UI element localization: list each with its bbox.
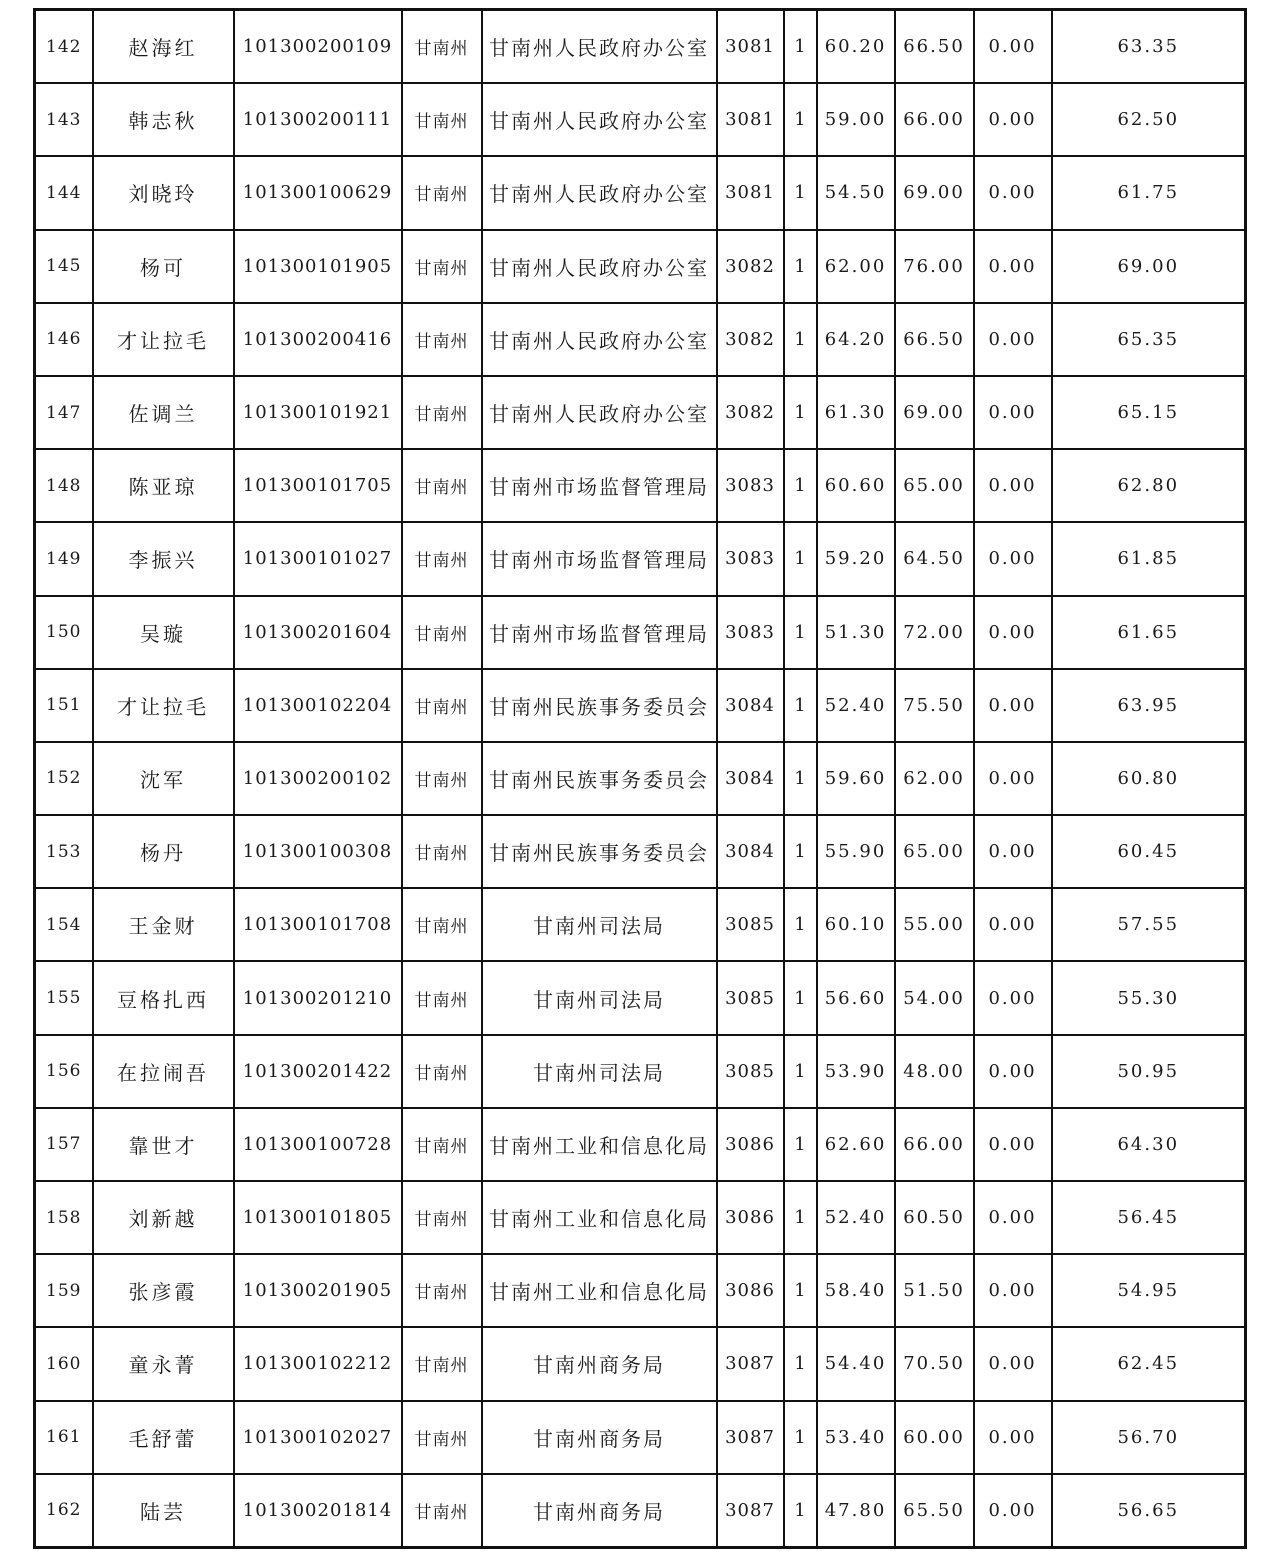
exam-number-cell: 101300200102 [234, 742, 402, 815]
table-row [35, 1474, 1246, 1548]
total-score-cell: 55.30 [1052, 961, 1246, 1034]
region-cell: 甘南州 [402, 1401, 482, 1474]
total-score-cell: 62.50 [1052, 83, 1246, 156]
table-row [35, 961, 1246, 1034]
interview-score-cell: 65.50 [895, 1474, 974, 1548]
bonus-score-cell: 0.00 [974, 815, 1052, 888]
interview-score-cell: 69.00 [895, 156, 974, 229]
employer-unit-cell: 甘南州市场监督管理局 [482, 596, 717, 669]
candidate-name-cell: 杨可 [93, 230, 234, 303]
table-row [35, 1035, 1246, 1108]
total-score-cell: 60.45 [1052, 815, 1246, 888]
table-row [35, 596, 1246, 669]
region-cell: 甘南州 [402, 230, 482, 303]
candidate-name-cell: 才让拉毛 [93, 669, 234, 742]
hiring-count-cell: 1 [784, 1108, 817, 1181]
position-code-cell: 3085 [717, 888, 784, 961]
exam-number-cell: 101300101705 [234, 449, 402, 522]
position-code-cell: 3085 [717, 1035, 784, 1108]
exam-number-cell: 101300201604 [234, 596, 402, 669]
interview-score-cell: 65.00 [895, 449, 974, 522]
total-score-cell: 61.85 [1052, 522, 1246, 595]
position-code-cell: 3081 [717, 83, 784, 156]
row-index-cell: 152 [35, 742, 93, 815]
row-index-cell: 157 [35, 1108, 93, 1181]
written-score-cell: 52.40 [817, 1181, 895, 1254]
row-index-cell: 143 [35, 83, 93, 156]
row-index-cell: 144 [35, 156, 93, 229]
row-index-cell: 156 [35, 1035, 93, 1108]
candidate-name-cell: 才让拉毛 [93, 303, 234, 376]
position-code-cell: 3084 [717, 742, 784, 815]
candidate-name-cell: 刘新越 [93, 1181, 234, 1254]
row-index-cell: 142 [35, 10, 93, 84]
hiring-count-cell: 1 [784, 815, 817, 888]
table-row [35, 815, 1246, 888]
hiring-count-cell: 1 [784, 449, 817, 522]
candidate-name-cell: 杨丹 [93, 815, 234, 888]
interview-score-cell: 76.00 [895, 230, 974, 303]
table-row [35, 230, 1246, 303]
written-score-cell: 52.40 [817, 669, 895, 742]
bonus-score-cell: 0.00 [974, 376, 1052, 449]
total-score-cell: 56.70 [1052, 1401, 1246, 1474]
interview-score-cell: 62.00 [895, 742, 974, 815]
bonus-score-cell: 0.00 [974, 1108, 1052, 1181]
hiring-count-cell: 1 [784, 669, 817, 742]
total-score-cell: 65.35 [1052, 303, 1246, 376]
region-cell: 甘南州 [402, 303, 482, 376]
interview-score-cell: 69.00 [895, 376, 974, 449]
employer-unit-cell: 甘南州人民政府办公室 [482, 303, 717, 376]
written-score-cell: 64.20 [817, 303, 895, 376]
interview-score-cell: 54.00 [895, 961, 974, 1034]
region-cell: 甘南州 [402, 83, 482, 156]
written-score-cell: 54.40 [817, 1327, 895, 1400]
bonus-score-cell: 0.00 [974, 961, 1052, 1034]
written-score-cell: 59.60 [817, 742, 895, 815]
position-code-cell: 3082 [717, 376, 784, 449]
position-code-cell: 3087 [717, 1327, 784, 1400]
candidate-name-cell: 毛舒蕾 [93, 1401, 234, 1474]
employer-unit-cell: 甘南州人民政府办公室 [482, 376, 717, 449]
table-row [35, 449, 1246, 522]
region-cell: 甘南州 [402, 376, 482, 449]
position-code-cell: 3087 [717, 1474, 784, 1548]
interview-score-cell: 60.00 [895, 1401, 974, 1474]
total-score-cell: 61.75 [1052, 156, 1246, 229]
hiring-count-cell: 1 [784, 1474, 817, 1548]
employer-unit-cell: 甘南州民族事务委员会 [482, 669, 717, 742]
row-index-cell: 147 [35, 376, 93, 449]
row-index-cell: 160 [35, 1327, 93, 1400]
interview-score-cell: 60.50 [895, 1181, 974, 1254]
total-score-cell: 63.95 [1052, 669, 1246, 742]
bonus-score-cell: 0.00 [974, 303, 1052, 376]
position-code-cell: 3085 [717, 961, 784, 1034]
position-code-cell: 3087 [717, 1401, 784, 1474]
employer-unit-cell: 甘南州人民政府办公室 [482, 10, 717, 84]
written-score-cell: 51.30 [817, 596, 895, 669]
region-cell: 甘南州 [402, 522, 482, 595]
employer-unit-cell: 甘南州工业和信息化局 [482, 1108, 717, 1181]
written-score-cell: 47.80 [817, 1474, 895, 1548]
candidate-name-cell: 靠世才 [93, 1108, 234, 1181]
total-score-cell: 60.80 [1052, 742, 1246, 815]
table-row [35, 156, 1246, 229]
region-cell: 甘南州 [402, 1035, 482, 1108]
employer-unit-cell: 甘南州人民政府办公室 [482, 83, 717, 156]
hiring-count-cell: 1 [784, 1327, 817, 1400]
position-code-cell: 3083 [717, 522, 784, 595]
position-code-cell: 3084 [717, 669, 784, 742]
total-score-cell: 65.15 [1052, 376, 1246, 449]
bonus-score-cell: 0.00 [974, 449, 1052, 522]
candidate-name-cell: 刘晓玲 [93, 156, 234, 229]
table-row [35, 742, 1246, 815]
position-code-cell: 3081 [717, 10, 784, 84]
total-score-cell: 64.30 [1052, 1108, 1246, 1181]
interview-score-cell: 70.50 [895, 1327, 974, 1400]
total-score-cell: 62.80 [1052, 449, 1246, 522]
employer-unit-cell: 甘南州商务局 [482, 1474, 717, 1548]
total-score-cell: 69.00 [1052, 230, 1246, 303]
hiring-count-cell: 1 [784, 376, 817, 449]
hiring-count-cell: 1 [784, 230, 817, 303]
employer-unit-cell: 甘南州工业和信息化局 [482, 1181, 717, 1254]
exam-number-cell: 101300201905 [234, 1254, 402, 1327]
bonus-score-cell: 0.00 [974, 1035, 1052, 1108]
written-score-cell: 62.60 [817, 1108, 895, 1181]
interview-score-cell: 66.00 [895, 1108, 974, 1181]
bonus-score-cell: 0.00 [974, 156, 1052, 229]
table-row [35, 83, 1246, 156]
candidate-name-cell: 豆格扎西 [93, 961, 234, 1034]
candidate-name-cell: 陆芸 [93, 1474, 234, 1548]
row-index-cell: 145 [35, 230, 93, 303]
bonus-score-cell: 0.00 [974, 888, 1052, 961]
exam-number-cell: 101300201422 [234, 1035, 402, 1108]
row-index-cell: 154 [35, 888, 93, 961]
bonus-score-cell: 0.00 [974, 1474, 1052, 1548]
position-code-cell: 3086 [717, 1108, 784, 1181]
row-index-cell: 159 [35, 1254, 93, 1327]
bonus-score-cell: 0.00 [974, 1254, 1052, 1327]
bonus-score-cell: 0.00 [974, 1181, 1052, 1254]
employer-unit-cell: 甘南州民族事务委员会 [482, 815, 717, 888]
table-row [35, 888, 1246, 961]
region-cell: 甘南州 [402, 1327, 482, 1400]
exam-number-cell: 101300201814 [234, 1474, 402, 1548]
hiring-count-cell: 1 [784, 1181, 817, 1254]
exam-number-cell: 101300101905 [234, 230, 402, 303]
total-score-cell: 62.45 [1052, 1327, 1246, 1400]
written-score-cell: 53.40 [817, 1401, 895, 1474]
region-cell: 甘南州 [402, 669, 482, 742]
position-code-cell: 3082 [717, 303, 784, 376]
interview-score-cell: 66.50 [895, 303, 974, 376]
region-cell: 甘南州 [402, 961, 482, 1034]
region-cell: 甘南州 [402, 1181, 482, 1254]
interview-score-cell: 55.00 [895, 888, 974, 961]
exam-number-cell: 101300102027 [234, 1401, 402, 1474]
table-row [35, 1327, 1246, 1400]
region-cell: 甘南州 [402, 449, 482, 522]
interview-score-cell: 72.00 [895, 596, 974, 669]
written-score-cell: 58.40 [817, 1254, 895, 1327]
written-score-cell: 62.00 [817, 230, 895, 303]
bonus-score-cell: 0.00 [974, 230, 1052, 303]
written-score-cell: 59.20 [817, 522, 895, 595]
candidate-name-cell: 陈亚琼 [93, 449, 234, 522]
written-score-cell: 54.50 [817, 156, 895, 229]
table-row [35, 303, 1246, 376]
candidate-name-cell: 佐调兰 [93, 376, 234, 449]
score-table [33, 8, 1247, 1549]
bonus-score-cell: 0.00 [974, 669, 1052, 742]
hiring-count-cell: 1 [784, 522, 817, 595]
row-index-cell: 150 [35, 596, 93, 669]
hiring-count-cell: 1 [784, 888, 817, 961]
candidate-name-cell: 韩志秋 [93, 83, 234, 156]
exam-number-cell: 101300101708 [234, 888, 402, 961]
employer-unit-cell: 甘南州商务局 [482, 1401, 717, 1474]
bonus-score-cell: 0.00 [974, 1401, 1052, 1474]
written-score-cell: 60.20 [817, 10, 895, 84]
row-index-cell: 151 [35, 669, 93, 742]
written-score-cell: 56.60 [817, 961, 895, 1034]
interview-score-cell: 64.50 [895, 522, 974, 595]
exam-number-cell: 101300100629 [234, 156, 402, 229]
interview-score-cell: 66.50 [895, 10, 974, 84]
bonus-score-cell: 0.00 [974, 522, 1052, 595]
exam-number-cell: 101300100308 [234, 815, 402, 888]
position-code-cell: 3083 [717, 449, 784, 522]
written-score-cell: 55.90 [817, 815, 895, 888]
region-cell: 甘南州 [402, 742, 482, 815]
bonus-score-cell: 0.00 [974, 10, 1052, 84]
exam-number-cell: 101300102204 [234, 669, 402, 742]
employer-unit-cell: 甘南州司法局 [482, 961, 717, 1034]
table-row [35, 669, 1246, 742]
total-score-cell: 61.65 [1052, 596, 1246, 669]
position-code-cell: 3081 [717, 156, 784, 229]
hiring-count-cell: 1 [784, 10, 817, 84]
table-row [35, 1401, 1246, 1474]
hiring-count-cell: 1 [784, 596, 817, 669]
interview-score-cell: 51.50 [895, 1254, 974, 1327]
region-cell: 甘南州 [402, 10, 482, 84]
row-index-cell: 148 [35, 449, 93, 522]
employer-unit-cell: 甘南州司法局 [482, 1035, 717, 1108]
table-row [35, 522, 1246, 595]
total-score-cell: 54.95 [1052, 1254, 1246, 1327]
position-code-cell: 3086 [717, 1181, 784, 1254]
region-cell: 甘南州 [402, 888, 482, 961]
position-code-cell: 3082 [717, 230, 784, 303]
hiring-count-cell: 1 [784, 961, 817, 1034]
total-score-cell: 56.45 [1052, 1181, 1246, 1254]
row-index-cell: 162 [35, 1474, 93, 1548]
candidate-name-cell: 吴璇 [93, 596, 234, 669]
employer-unit-cell: 甘南州人民政府办公室 [482, 230, 717, 303]
interview-score-cell: 75.50 [895, 669, 974, 742]
region-cell: 甘南州 [402, 1254, 482, 1327]
bonus-score-cell: 0.00 [974, 742, 1052, 815]
exam-number-cell: 101300200111 [234, 83, 402, 156]
written-score-cell: 61.30 [817, 376, 895, 449]
row-index-cell: 153 [35, 815, 93, 888]
hiring-count-cell: 1 [784, 1401, 817, 1474]
written-score-cell: 59.00 [817, 83, 895, 156]
total-score-cell: 63.35 [1052, 10, 1246, 84]
employer-unit-cell: 甘南州市场监督管理局 [482, 522, 717, 595]
table-row [35, 376, 1246, 449]
table-row [35, 10, 1246, 84]
bonus-score-cell: 0.00 [974, 596, 1052, 669]
position-code-cell: 3086 [717, 1254, 784, 1327]
interview-score-cell: 65.00 [895, 815, 974, 888]
employer-unit-cell: 甘南州商务局 [482, 1327, 717, 1400]
row-index-cell: 161 [35, 1401, 93, 1474]
total-score-cell: 50.95 [1052, 1035, 1246, 1108]
hiring-count-cell: 1 [784, 83, 817, 156]
candidate-name-cell: 沈军 [93, 742, 234, 815]
interview-score-cell: 48.00 [895, 1035, 974, 1108]
candidate-name-cell: 童永菁 [93, 1327, 234, 1400]
written-score-cell: 60.10 [817, 888, 895, 961]
hiring-count-cell: 1 [784, 303, 817, 376]
interview-score-cell: 66.00 [895, 83, 974, 156]
candidate-name-cell: 在拉闹吾 [93, 1035, 234, 1108]
written-score-cell: 60.60 [817, 449, 895, 522]
hiring-count-cell: 1 [784, 742, 817, 815]
row-index-cell: 155 [35, 961, 93, 1034]
employer-unit-cell: 甘南州司法局 [482, 888, 717, 961]
position-code-cell: 3084 [717, 815, 784, 888]
exam-number-cell: 101300100728 [234, 1108, 402, 1181]
exam-number-cell: 101300200109 [234, 10, 402, 84]
region-cell: 甘南州 [402, 156, 482, 229]
hiring-count-cell: 1 [784, 1035, 817, 1108]
table-row [35, 1108, 1246, 1181]
region-cell: 甘南州 [402, 1474, 482, 1548]
candidate-name-cell: 王金财 [93, 888, 234, 961]
employer-unit-cell: 甘南州工业和信息化局 [482, 1254, 717, 1327]
candidate-name-cell: 赵海红 [93, 10, 234, 84]
position-code-cell: 3083 [717, 596, 784, 669]
exam-number-cell: 101300101921 [234, 376, 402, 449]
employer-unit-cell: 甘南州市场监督管理局 [482, 449, 717, 522]
hiring-count-cell: 1 [784, 156, 817, 229]
exam-number-cell: 101300101027 [234, 522, 402, 595]
employer-unit-cell: 甘南州民族事务委员会 [482, 742, 717, 815]
candidate-name-cell: 李振兴 [93, 522, 234, 595]
exam-number-cell: 101300101805 [234, 1181, 402, 1254]
exam-number-cell: 101300201210 [234, 961, 402, 1034]
hiring-count-cell: 1 [784, 1254, 817, 1327]
total-score-cell: 56.65 [1052, 1474, 1246, 1548]
region-cell: 甘南州 [402, 815, 482, 888]
exam-number-cell: 101300102212 [234, 1327, 402, 1400]
score-table-body [35, 10, 1246, 1548]
region-cell: 甘南州 [402, 596, 482, 669]
employer-unit-cell: 甘南州人民政府办公室 [482, 156, 717, 229]
written-score-cell: 53.90 [817, 1035, 895, 1108]
total-score-cell: 57.55 [1052, 888, 1246, 961]
row-index-cell: 149 [35, 522, 93, 595]
row-index-cell: 158 [35, 1181, 93, 1254]
row-index-cell: 146 [35, 303, 93, 376]
table-row [35, 1181, 1246, 1254]
exam-number-cell: 101300200416 [234, 303, 402, 376]
region-cell: 甘南州 [402, 1108, 482, 1181]
bonus-score-cell: 0.00 [974, 1327, 1052, 1400]
candidate-name-cell: 张彦霞 [93, 1254, 234, 1327]
table-row [35, 1254, 1246, 1327]
bonus-score-cell: 0.00 [974, 83, 1052, 156]
